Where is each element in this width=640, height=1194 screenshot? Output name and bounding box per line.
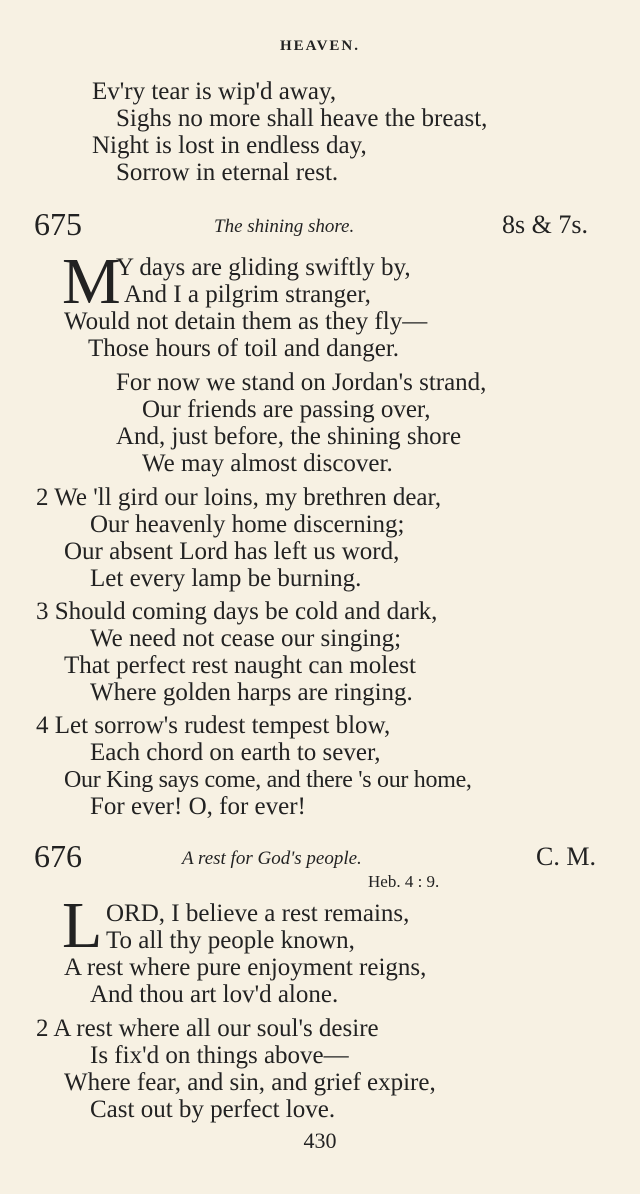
verse-line: That perfect rest naught can molest bbox=[64, 652, 416, 679]
verse-line: 2 A rest where all our soul's desire bbox=[36, 1015, 379, 1042]
verse-line: We may almost discover. bbox=[142, 450, 393, 477]
drop-cap: L bbox=[62, 889, 103, 962]
verse-line: To all thy people known, bbox=[106, 927, 355, 954]
hymn-number: 675 bbox=[34, 206, 82, 242]
verse-line: For now we stand on Jordan's strand, bbox=[116, 369, 487, 396]
verse-line: Ev'ry tear is wip'd away, bbox=[92, 78, 337, 105]
verse-line: Our absent Lord has left us word, bbox=[64, 538, 400, 565]
hymn-number: 676 bbox=[34, 838, 82, 874]
verse-line: Is fix'd on things above— bbox=[90, 1042, 349, 1069]
hymn-title: The shining shore. bbox=[214, 216, 355, 237]
verse-line: 2 We 'll gird our loins, my brethren dear, bbox=[36, 484, 442, 511]
verse-line: 4 Let sorrow's rudest tempest blow, bbox=[36, 712, 391, 739]
verse-line: And I a pilgrim stranger, bbox=[124, 281, 371, 308]
verse-line: Where fear, and sin, and grief expire, bbox=[64, 1069, 436, 1096]
verse-line: Let every lamp be burning. bbox=[90, 565, 362, 592]
page-number: 430 bbox=[303, 1128, 337, 1153]
verse-line: Our King says come, and there 's our home, bbox=[64, 767, 472, 793]
verse-line: For ever! O, for ever! bbox=[90, 793, 306, 820]
hymn-675-header bbox=[0, 206, 640, 246]
verse-line: Cast out by perfect love. bbox=[90, 1096, 336, 1123]
hymn-meter: C. M. bbox=[536, 842, 596, 871]
verse-line: Those hours of toil and danger. bbox=[88, 335, 400, 362]
hymn-676-header bbox=[0, 838, 640, 878]
drop-cap: M bbox=[62, 245, 121, 318]
verse-line: Night is lost in endless day, bbox=[92, 132, 367, 159]
verse-line: A rest where pure enjoyment reigns, bbox=[64, 954, 427, 981]
verse-line: Y days are gliding swiftly by, bbox=[116, 254, 411, 281]
verse-line: Our heavenly home discerning; bbox=[90, 511, 405, 538]
verse-line: And, just before, the shining shore bbox=[116, 423, 462, 450]
hymn-meter: 8s & 7s. bbox=[502, 210, 588, 239]
running-head: HEAVEN. bbox=[280, 38, 360, 54]
verse-line: ORD, I believe a rest remains, bbox=[106, 900, 410, 927]
hymn-title: A rest for God's people. bbox=[182, 848, 362, 869]
scripture-reference: Heb. 4 : 9. bbox=[368, 872, 440, 891]
verse-line: Our friends are passing over, bbox=[142, 396, 431, 423]
verse-line: Sighs no more shall heave the breast, bbox=[116, 105, 488, 132]
verse-line: Where golden harps are ringing. bbox=[90, 679, 413, 706]
verse-line: Would not detain them as they fly— bbox=[64, 308, 428, 335]
verse-line: And thou art lov'd alone. bbox=[90, 981, 339, 1008]
verse-line: 3 Should coming days be cold and dark, bbox=[36, 598, 438, 625]
verse-line: We need not cease our singing; bbox=[90, 625, 402, 652]
verse-line: Sorrow in eternal rest. bbox=[116, 159, 339, 186]
verse-line: Each chord on earth to sever, bbox=[90, 739, 381, 766]
